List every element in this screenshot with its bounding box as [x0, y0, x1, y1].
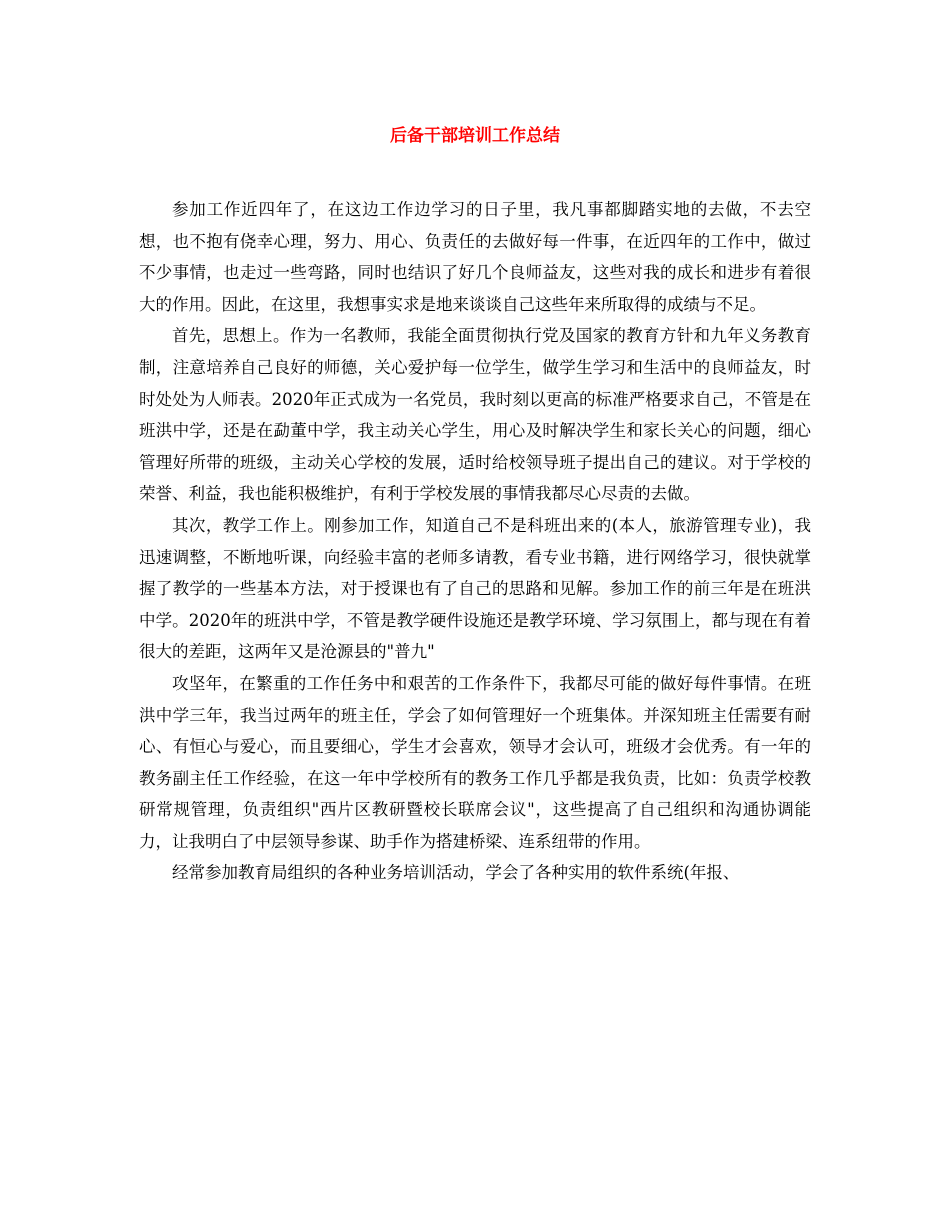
paragraph-4: 攻坚年，在繁重的工作任务中和艰苦的工作条件下，我都尽可能的做好每件事情。在班洪中学三年，我当过两年的班主任，学会了如何管理好一个班集体。并深知班主任需要有耐心、有恒心与爱心，而且要细心，学生才会喜欢，领导才会认可，班级才会优秀。有一年的教务副主任工作经验，在这一年中学校所有的教务工作几乎都是我负责，比如：负责学校教研常规管理，负责组织"西片区教研暨校长联席会议"，这些提高了自己组织和沟通协调能力，让我明白了中层领导参谋、助手作为搭建桥梁、连系纽带的作用。 — [139, 673, 811, 851]
paragraph-2: 首先，思想上。作为一名教师，我能全面贯彻执行党及国家的教育方针和九年义务教育制，注意培养自己良好的师德，关心爱护每一位学生，做学生学习和生活中的良师益友，时时处处为人师表。2020年正式成为一名党员，我时刻以更高的标准严格要求自己，不管是在班洪中学，还是在勐董中学，我主动关心学生，用心及时解决学生和家长关心的问题，细心管理好所带的班级，主动关心学校的发展，适时给校领导班子提出自己的建议。对于学校的荣誉、利益，我也能积极维护，有利于学校发展的事情我都尽心尽责的去做。 — [139, 326, 811, 504]
document-body — [139, 194, 811, 889]
document-title: 后备干部培训工作总结 — [390, 126, 560, 146]
paragraph-5: 经常参加教育局组织的各种业务培训活动，学会了各种实用的软件系统(年报、 — [172, 863, 740, 883]
paragraph-1: 参加工作近四年了，在这边工作边学习的日子里，我凡事都脚踏实地的去做，不去空想，也不抱有侥幸心理，努力、用心、负责任的去做好每一件事，在近四年的工作中，做过不少事情，也走过一些弯路，同时也结识了好几个良师益友，这些对我的成长和进步有着很大的作用。因此，在这里，我想事实求是地来谈谈自己这些年来所取得的成绩与不足。 — [139, 200, 811, 314]
paragraph-3: 其次，教学工作上。刚参加工作，知道自己不是科班出来的(本人，旅游管理专业)，我迅速调整，不断地听课，向经验丰富的老师多请教，看专业书籍，进行网络学习，很快就掌握了教学的一些基本方法，对于授课也有了自己的思路和见解。参加工作的前三年是在班洪中学。2020年的班洪中学，不管是教学硬件设施还是教学环境、学习氛围上，都与现在有着很大的差距，这两年又是沧源县的"普九" — [139, 515, 811, 662]
